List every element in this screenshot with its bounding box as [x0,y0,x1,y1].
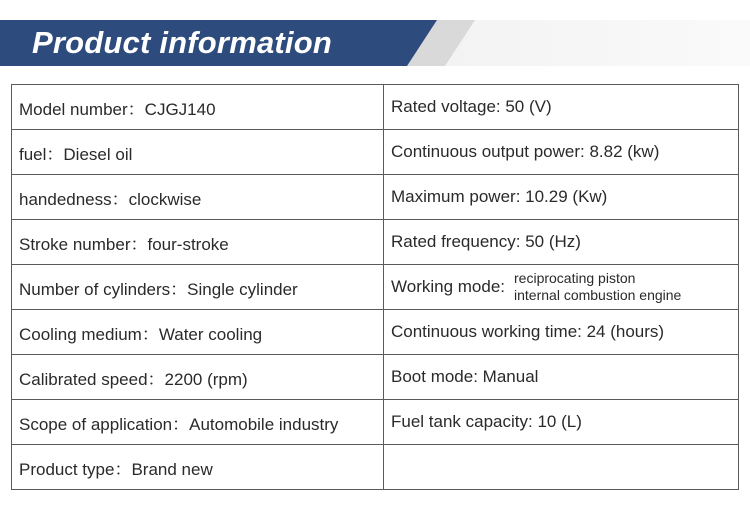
table-row [12,355,739,400]
spec-empty-cell [384,445,739,490]
table-row [12,265,739,310]
spec-rated-voltage: Rated voltage: 50 (V) [384,85,739,130]
table-row [12,220,739,265]
spec-working-mode [384,265,739,310]
table-row [12,85,739,130]
spec-product-type: Product type：Brand new [12,445,384,490]
table-row [12,310,739,355]
spec-continuous-output-power: Continuous output power: 8.82 (kw) [384,130,739,175]
spec-number-of-cylinders: Number of cylinders：Single cylinder [12,265,384,310]
table-row [12,130,739,175]
working-mode-line-1: reciprocating piston [514,270,636,286]
table-row [12,400,739,445]
page-title: Product information [32,25,333,60]
spec-model-number: Model number：CJGJ140 [12,85,384,130]
working-mode-value [514,270,714,304]
spec-cooling-medium: Cooling medium：Water cooling [12,310,384,355]
spec-maximum-power: Maximum power: 10.29 (Kw) [384,175,739,220]
spec-handedness: handedness：clockwise [12,175,384,220]
spec-fuel-tank-capacity: Fuel tank capacity: 10 (L) [384,400,739,445]
table-row [12,175,739,220]
spec-fuel: fuel：Diesel oil [12,130,384,175]
spec-boot-mode: Boot mode: Manual [384,355,739,400]
spec-stroke-number: Stroke number：four-stroke [12,220,384,265]
spec-rated-frequency: Rated frequency: 50 (Hz) [384,220,739,265]
working-mode-wrapper [391,270,738,304]
spec-table [11,84,739,490]
spec-scope-of-application: Scope of application：Automobile industry [12,400,384,445]
working-mode-line-2: internal combustion engine [514,287,682,303]
table-row [12,445,739,490]
spec-calibrated-speed: Calibrated speed：2200 (rpm) [12,355,384,400]
spec-continuous-working-time: Continuous working time: 24 (hours) [384,310,739,355]
working-mode-label: Working mode: [391,277,506,296]
